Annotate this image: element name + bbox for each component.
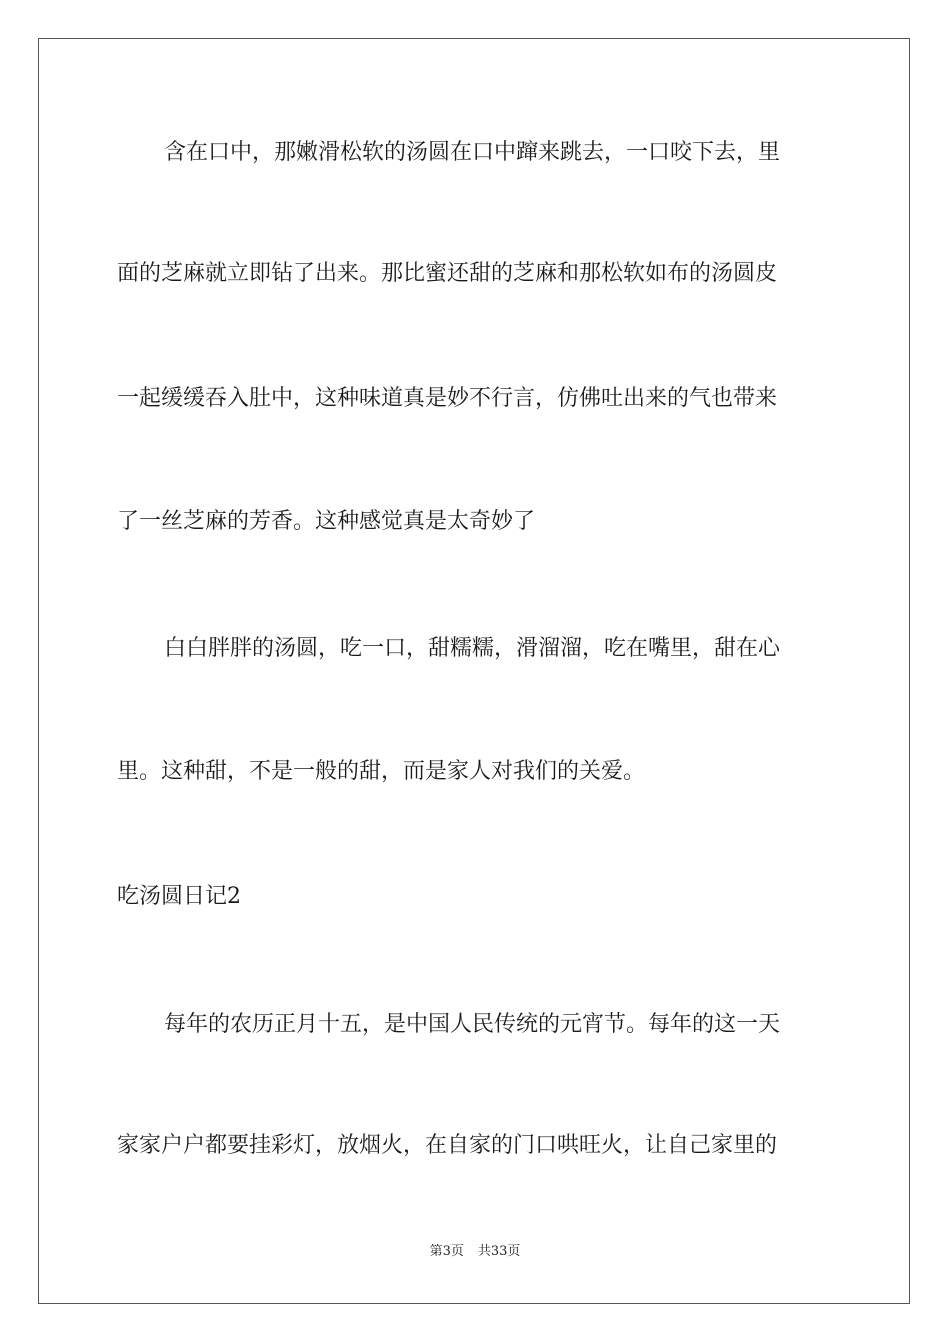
paragraph-line: 了一丝芝麻的芳香。这种感觉真是太奇妙了 — [117, 509, 536, 534]
section-heading: 吃汤圆日记2 — [117, 884, 241, 909]
paragraph-line: 含在口中，那嫩滑松软的汤圆在口中蹿来跳去，一口咬下去，里 — [164, 140, 781, 165]
paragraph-line: 每年的农历正月十五，是中国人民传统的元宵节。每年的这一天 — [164, 1012, 781, 1037]
paragraph-line: 面的芝麻就立即钻了出来。那比蜜还甜的芝麻和那松软如布的汤圆皮 — [117, 261, 778, 286]
page-border — [38, 38, 910, 1304]
page-total: 共33页 — [477, 1244, 521, 1259]
page-footer — [0, 1243, 950, 1261]
paragraph-line: 一起缓缓吞入肚中，这种味道真是妙不行言，仿佛吐出来的气也带来 — [117, 386, 778, 411]
paragraph-line: 里。这种甜，不是一般的甜，而是家人对我们的关爱。 — [117, 759, 646, 784]
page-number: 第3页 — [429, 1244, 464, 1259]
paragraph-line: 白白胖胖的汤圆，吃一口，甜糯糯，滑溜溜，吃在嘴里，甜在心 — [164, 636, 781, 661]
paragraph-line: 家家户户都要挂彩灯，放烟火，在自家的门口哄旺火，让自己家里的 — [117, 1133, 778, 1158]
